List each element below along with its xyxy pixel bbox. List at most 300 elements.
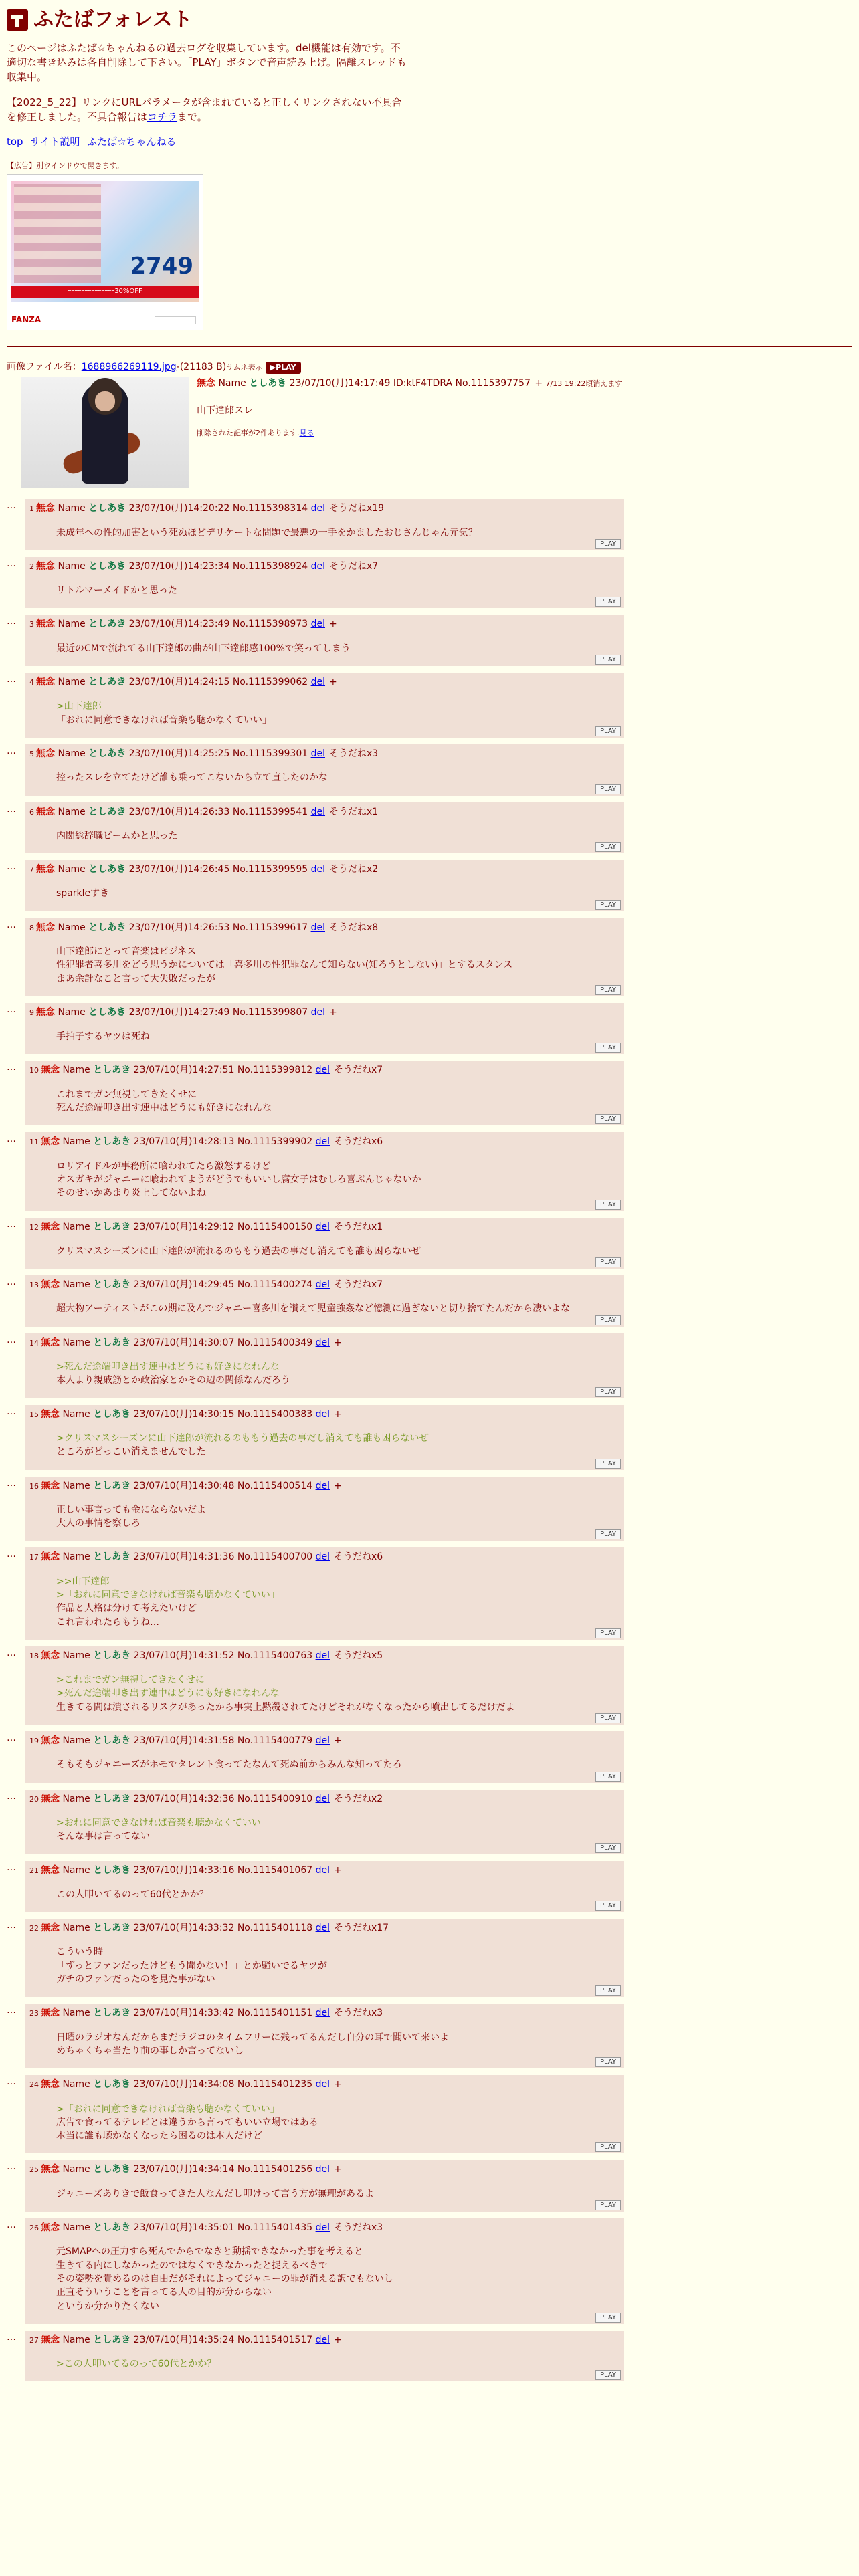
play-button[interactable]: PLAY <box>595 539 621 549</box>
reply-datetime: 23/07/10(月)14:32:36 <box>133 1793 235 1804</box>
reply-post <box>7 860 852 911</box>
reply-body <box>56 584 619 608</box>
soudane-button[interactable]: そうだねx1 <box>328 806 379 817</box>
del-link[interactable]: del <box>315 1065 330 1076</box>
reply-body <box>56 945 619 996</box>
reply-number: 26 <box>29 2224 39 2233</box>
soudane-button[interactable]: そうだねx7 <box>333 1279 383 1291</box>
reply-box <box>25 557 624 609</box>
futaba-logo-icon <box>7 9 28 31</box>
reply-box <box>25 1646 624 1725</box>
reply-marker: … <box>7 1218 16 1230</box>
ad-image[interactable] <box>11 181 199 302</box>
reply-marker: … <box>7 1920 16 1931</box>
reply-marker: … <box>7 1862 16 1873</box>
reply-box <box>25 2218 624 2324</box>
text-line: 最近のCMで流れてる山下達郎の曲が山下達郎感100%で笑ってしまう <box>56 643 351 654</box>
reply-header: 22 無念 Name としあき 23/07/10(月)14:33:32 No.1115401118 del そうだねx17 <box>29 1923 389 1934</box>
text-line: これまでガン無視してきたくせに <box>56 1089 197 1100</box>
ad-number: 2749 <box>130 252 193 280</box>
del-link[interactable]: del <box>315 1408 330 1420</box>
reply-post <box>7 2218 852 2324</box>
play-button[interactable]: PLAY <box>595 1459 621 1469</box>
del-link[interactable]: del <box>315 1650 330 1661</box>
reply-body <box>56 1758 619 1782</box>
quote-line: >死んだ途端叩き出す連中はどうにも好きになれんな <box>56 1362 280 1373</box>
quote-line: >これまでガン無視してきたくせに <box>56 1675 205 1686</box>
reply-post <box>7 1218 852 1269</box>
reply-marker: … <box>7 674 16 685</box>
op-expire: 7/13 19:22頃消えます <box>545 379 623 389</box>
text-line: 性犯罪者喜多川をどう思うかについては「喜多川の性犯罪なんて知らない(知ろうとしない)」とするスタンス <box>56 960 513 971</box>
reply-datetime: 23/07/10(月)14:30:07 <box>133 1337 235 1348</box>
reply-header: 17 無念 Name としあき 23/07/10(月)14:31:36 No.1115400700 del そうだねx6 <box>29 1551 383 1563</box>
reply-datetime: 23/07/10(月)14:30:48 <box>133 1480 235 1491</box>
text-line: 「おれに同意できなければ音楽も聴かなくていい」 <box>56 714 272 726</box>
reply-header: 3 無念 Name としあき 23/07/10(月)14:23:49 No.1115398973 del + <box>29 619 337 630</box>
play-button[interactable]: PLAY <box>595 1114 621 1124</box>
reply-post <box>7 1547 852 1639</box>
text-line: 内閣総辞職ビームかと思った <box>56 830 178 841</box>
text-line: 日曜のラジオなんだからまだラジコのタイムフリーに残ってるんだし自分の耳で聞いて来いよ <box>56 2032 450 2043</box>
reply-number: 2 <box>29 562 34 571</box>
reply-number: 5 <box>29 749 34 758</box>
reply-body <box>56 1030 619 1054</box>
del-link[interactable]: del <box>310 806 325 817</box>
reply-header: 4 無念 Name としあき 23/07/10(月)14:24:15 No.1115399062 del + <box>29 677 337 688</box>
del-link[interactable]: del <box>315 1864 330 1876</box>
reply-number: 21 <box>29 1866 39 1875</box>
op-play-button[interactable]: ▶PLAY <box>266 362 301 374</box>
reply-header: 27 無念 Name としあき 23/07/10(月)14:35:24 No.1115401517 del + <box>29 2334 342 2345</box>
nav-futaba-link[interactable]: ふたば☆ちゃんねる <box>87 136 177 148</box>
reply-no: No.1115400779 <box>237 1735 313 1747</box>
reply-post <box>7 1790 852 1854</box>
reply-post <box>7 1333 852 1398</box>
soudane-button[interactable]: + <box>333 1337 342 1348</box>
reply-marker: … <box>7 558 16 569</box>
play-button[interactable]: PLAY <box>595 985 621 995</box>
play-button[interactable]: PLAY <box>595 1713 621 1723</box>
reply-number: 27 <box>29 2335 39 2345</box>
reply-datetime: 23/07/10(月)14:29:45 <box>133 1279 235 1291</box>
del-link[interactable]: del <box>310 864 325 875</box>
reply-header: 16 無念 Name としあき 23/07/10(月)14:30:48 No.1115400514 del + <box>29 1480 342 1491</box>
text-line: sparkleすき <box>56 888 110 899</box>
soudane-button[interactable]: そうだねx2 <box>333 1793 383 1804</box>
reply-list <box>7 499 852 2381</box>
play-button[interactable]: PLAY <box>595 1985 621 1996</box>
del-link[interactable]: del <box>310 503 325 514</box>
reply-no: No.1115398924 <box>232 560 308 572</box>
soudane-button[interactable]: そうだねx2 <box>328 864 379 875</box>
play-button[interactable]: PLAY <box>595 1901 621 1911</box>
reply-datetime: 23/07/10(月)14:27:49 <box>128 1006 230 1018</box>
reply-no: No.1115398973 <box>232 619 308 630</box>
reply-body <box>56 1888 619 1912</box>
del-link[interactable]: del <box>315 1923 330 1934</box>
reply-datetime: 23/07/10(月)14:27:51 <box>133 1065 235 1076</box>
soudane-button[interactable]: そうだねx6 <box>333 1551 383 1563</box>
reply-datetime: 23/07/10(月)14:34:08 <box>133 2079 235 2090</box>
reply-marker: … <box>7 1004 16 1015</box>
reply-body <box>56 1816 619 1854</box>
text-line: 作品と人格は分けて考えたいけど <box>56 1603 197 1614</box>
text-line: 未成年への性的加害という死ぬほどデリケートな問題で最悪の一手をかましたおじさんじゃん元気？ <box>56 527 478 538</box>
reply-header: 9 無念 Name としあき 23/07/10(月)14:27:49 No.1115399807 del + <box>29 1006 337 1018</box>
reply-post <box>7 2004 852 2068</box>
del-link[interactable]: del <box>315 2334 330 2345</box>
reply-body <box>56 2357 619 2381</box>
op-file-link[interactable]: 1688966269119.jpg <box>81 361 177 372</box>
play-button[interactable]: PLAY <box>595 2057 621 2067</box>
reply-no: No.1115399595 <box>232 864 308 875</box>
play-button[interactable]: PLAY <box>595 900 621 910</box>
reply-box <box>25 860 624 911</box>
reply-body <box>56 2245 619 2323</box>
reply-datetime: 23/07/10(月)14:35:01 <box>133 2222 235 2234</box>
reply-post <box>7 2160 852 2212</box>
play-button[interactable]: PLAY <box>595 1843 621 1853</box>
reply-no: No.1115399807 <box>232 1006 308 1018</box>
del-link[interactable]: del <box>315 1136 330 1148</box>
quote-line: >山下達郎 <box>56 701 102 712</box>
play-button[interactable]: PLAY <box>595 726 621 736</box>
reply-header: 2 無念 Name としあき 23/07/10(月)14:23:34 No.1115398924 del そうだねx7 <box>29 560 379 572</box>
reply-box <box>25 744 624 796</box>
reply-header: 1 無念 Name としあき 23/07/10(月)14:20:22 No.1115398314 del そうだねx19 <box>29 503 385 514</box>
quote-line: >「おれに同意できなければ音楽も聴かなくていい」 <box>56 2103 280 2115</box>
play-button[interactable]: PLAY <box>595 1200 621 1210</box>
quote-line: >死んだ途端叩き出す連中はどうにも好きになれんな <box>56 1688 280 1699</box>
reply-no: No.1115401235 <box>237 2079 313 2090</box>
reply-no: No.1115400150 <box>237 1221 313 1232</box>
del-link[interactable]: del <box>310 677 325 688</box>
reply-post <box>7 1919 852 1997</box>
soudane-button[interactable]: + <box>333 1735 342 1747</box>
del-link[interactable]: del <box>310 1006 325 1018</box>
reply-number: 16 <box>29 1481 39 1491</box>
reply-post <box>7 1646 852 1725</box>
play-button[interactable]: PLAY <box>595 1043 621 1053</box>
reply-body <box>56 1360 619 1398</box>
play-button[interactable]: PLAY <box>595 1315 621 1325</box>
ad-sale-bar: ｰｰｰｰｰｰｰｰｰｰｰｰｰｰ30%OFF <box>11 286 199 298</box>
reply-marker: … <box>7 2005 16 2016</box>
soudane-button[interactable]: そうだねx5 <box>333 1650 383 1661</box>
intro <box>7 41 408 125</box>
op-thumbnail[interactable] <box>21 377 189 488</box>
reply-post <box>7 673 852 738</box>
report-link[interactable]: コチラ <box>147 110 178 123</box>
reply-no: No.1115400700 <box>237 1551 313 1563</box>
del-link[interactable]: del <box>315 1221 330 1232</box>
op-body-text: 山下達郎スレ <box>197 405 253 416</box>
del-link[interactable]: del <box>315 2079 330 2090</box>
reply-no: No.1115401067 <box>237 1864 313 1876</box>
text-line: 本当に誰も聴かなくなったら困るのは本人だけど <box>56 2131 262 2142</box>
reply-marker: … <box>7 1647 16 1658</box>
reply-box <box>25 1003 624 1055</box>
reply-box <box>25 1405 624 1470</box>
reply-header: 19 無念 Name としあき 23/07/10(月)14:31:58 No.1115400779 del + <box>29 1735 342 1747</box>
reply-marker: … <box>7 1477 16 1489</box>
reply-datetime: 23/07/10(月)14:31:52 <box>133 1650 235 1661</box>
play-button[interactable]: PLAY <box>595 2200 621 2210</box>
reply-post <box>7 1003 852 1055</box>
reply-datetime: 23/07/10(月)14:33:32 <box>133 1923 235 1934</box>
reply-no: No.1115399617 <box>232 922 308 933</box>
soudane-button[interactable]: + <box>333 2079 342 2090</box>
reply-datetime: 23/07/10(月)14:31:36 <box>133 1551 235 1563</box>
reply-marker: … <box>7 1277 16 1288</box>
reply-header: 12 無念 Name としあき 23/07/10(月)14:29:12 No.1115400150 del そうだねx1 <box>29 1221 383 1232</box>
intro-text: このページはふたば☆ちゃんねるの過去ログを収集しています。del機能は有効です。不適切な書き込みは各自削除して下さい。「PLAY」ボタンで音声読み上げ。隔離スレッドも収集中。 <box>7 41 407 83</box>
op-plus-button[interactable]: + <box>535 378 543 389</box>
soudane-button[interactable]: そうだねx7 <box>328 560 379 572</box>
reply-header: 24 無念 Name としあき 23/07/10(月)14:34:08 No.1115401235 del + <box>29 2079 342 2090</box>
soudane-button[interactable]: そうだねx3 <box>333 2008 383 2019</box>
reply-number: 6 <box>29 807 34 817</box>
reply-box <box>25 615 624 666</box>
play-button[interactable]: PLAY <box>595 2313 621 2323</box>
reply-box <box>25 918 624 996</box>
reply-header: 21 無念 Name としあき 23/07/10(月)14:33:16 No.1115401067 del + <box>29 1864 342 1876</box>
reply-marker: … <box>7 803 16 815</box>
del-link[interactable]: del <box>310 748 325 759</box>
reply-box <box>25 673 624 738</box>
text-line: 大人の事情を察しろ <box>56 1518 140 1529</box>
text-line: めちゃくちゃ当たり前の事しか言ってないし <box>56 2045 244 2056</box>
reply-box <box>25 2331 624 2382</box>
reply-post <box>7 557 852 609</box>
del-link[interactable]: del <box>310 922 325 933</box>
play-button[interactable]: PLAY <box>595 597 621 607</box>
reply-body <box>56 771 619 795</box>
reply-number: 15 <box>29 1410 39 1419</box>
text-line: というか分かりたくない <box>56 2300 159 2312</box>
text-line: オスガキがジャニーに喰われてようがどうでもいいし腐女子はむしろ喜ぶんじゃないか <box>56 1174 421 1185</box>
del-link[interactable]: del <box>315 1337 330 1348</box>
soudane-button[interactable]: そうだねx3 <box>333 2222 383 2234</box>
reply-no: No.1115399301 <box>232 748 308 759</box>
reply-number: 13 <box>29 1281 39 1290</box>
text-line: まあ余計なこと言って大失敗だったが <box>56 973 215 984</box>
ad-label: 【広告】別ウインドウで開きます。 <box>7 161 124 170</box>
op-file-line: 画像ファイル名：1688966269119.jpg-(21183 B)サムネ表示 ▶PLAY <box>7 360 852 374</box>
text-line: 「ずっとファンだったけどもう聞かない！」とか騒いでるヤツが <box>56 1960 327 1971</box>
reply-datetime: 23/07/10(月)14:34:14 <box>133 2164 235 2175</box>
reply-no: No.1115401435 <box>237 2222 313 2234</box>
soudane-button[interactable]: そうだねx3 <box>328 748 379 759</box>
reply-box <box>25 1218 624 1269</box>
deleted-notice: 削除された記事が2件あります.見る <box>197 428 314 437</box>
reply-box <box>25 2160 624 2212</box>
reply-box <box>25 499 624 550</box>
reply-number: 11 <box>29 1138 39 1147</box>
soudane-button[interactable]: + <box>328 619 337 630</box>
soudane-button[interactable]: そうだねx6 <box>333 1136 383 1148</box>
reply-marker: … <box>7 2220 16 2231</box>
reply-post <box>7 1477 852 1541</box>
thread-separator <box>7 346 852 347</box>
reply-box <box>25 802 624 854</box>
reply-body <box>56 1245 619 1269</box>
text-line: そもそもジャニーズがホモでタレント食ってたなんて死ぬ前からみんな知ってたろ <box>56 1759 402 1771</box>
reply-box <box>25 1861 624 1913</box>
text-line: 元SMAPへの圧力すら死んでからでなきと動揺できなかった事を考えると <box>56 2246 363 2258</box>
del-link[interactable]: del <box>315 2222 330 2234</box>
del-link[interactable]: del <box>315 2164 330 2175</box>
soudane-button[interactable]: そうだねx19 <box>328 503 385 514</box>
quote-line: >おれに同意できなければ音楽も聴かなくていい <box>56 1817 261 1828</box>
reply-header: 6 無念 Name としあき 23/07/10(月)14:26:33 No.1115399541 del そうだねx1 <box>29 806 379 817</box>
del-link[interactable]: del <box>315 1735 330 1747</box>
show-deleted-link[interactable]: 見る <box>299 428 314 437</box>
reply-datetime: 23/07/10(月)14:20:22 <box>128 503 230 514</box>
reply-post <box>7 1061 852 1125</box>
play-button[interactable]: PLAY <box>595 1529 621 1539</box>
text-line: ところがどっこい消えませんでした <box>56 1446 206 1458</box>
del-link[interactable]: del <box>310 560 325 572</box>
reply-no: No.1115401151 <box>237 2008 313 2019</box>
reply-body <box>56 829 619 853</box>
reply-no: No.1115400383 <box>237 1408 313 1420</box>
ad-controls[interactable] <box>155 316 196 324</box>
soudane-button[interactable]: + <box>333 1480 342 1491</box>
reply-post <box>7 615 852 666</box>
reply-box <box>25 1919 624 1997</box>
reply-marker: … <box>7 1334 16 1346</box>
reply-body <box>56 1432 619 1470</box>
reply-post <box>7 1275 852 1327</box>
reply-no: No.1115400514 <box>237 1480 313 1491</box>
reply-body <box>56 526 619 550</box>
reply-no: No.1115400910 <box>237 1793 313 1804</box>
text-line: ガチのファンだったのを見た事がない <box>56 1974 215 1985</box>
reply-header: 10 無念 Name としあき 23/07/10(月)14:27:51 No.1115399812 del そうだねx7 <box>29 1065 383 1076</box>
reply-marker: … <box>7 2161 16 2173</box>
reply-number: 7 <box>29 865 34 875</box>
soudane-button[interactable]: + <box>328 677 337 688</box>
play-button[interactable]: PLAY <box>595 784 621 794</box>
reply-datetime: 23/07/10(月)14:35:24 <box>133 2334 235 2345</box>
play-button[interactable]: PLAY <box>595 1628 621 1638</box>
del-link[interactable]: del <box>315 2008 330 2019</box>
reply-datetime: 23/07/10(月)14:26:53 <box>128 922 230 933</box>
play-button[interactable]: PLAY <box>595 842 621 852</box>
ad-brand: FANZA <box>11 314 41 324</box>
reply-box <box>25 1132 624 1210</box>
reply-marker: … <box>7 2076 16 2088</box>
reply-datetime: 23/07/10(月)14:23:34 <box>128 560 230 572</box>
reply-header: 14 無念 Name としあき 23/07/10(月)14:30:07 No.1115400349 del + <box>29 1337 342 1348</box>
soudane-button[interactable]: + <box>328 1006 337 1018</box>
soudane-button[interactable]: そうだねx8 <box>328 922 379 933</box>
reply-body <box>56 2187 619 2212</box>
reply-box <box>25 2075 624 2153</box>
text-line: この人叩いてるのって60代とかか？ <box>56 1889 209 1900</box>
play-button[interactable]: PLAY <box>595 655 621 665</box>
reply-header: 23 無念 Name としあき 23/07/10(月)14:33:42 No.1115401151 del そうだねx3 <box>29 2008 383 2019</box>
soudane-button[interactable]: そうだねx1 <box>333 1221 383 1232</box>
reply-body <box>56 1575 619 1640</box>
play-button[interactable]: PLAY <box>595 1257 621 1267</box>
del-link[interactable]: del <box>315 1551 330 1563</box>
reply-header: 26 無念 Name としあき 23/07/10(月)14:35:01 No.1115401435 del そうだねx3 <box>29 2222 383 2234</box>
del-link[interactable]: del <box>315 1279 330 1291</box>
reply-number: 9 <box>29 1008 34 1017</box>
reply-no: No.1115400763 <box>237 1650 313 1661</box>
reply-body <box>56 1945 619 1997</box>
reply-box <box>25 1061 624 1125</box>
soudane-button[interactable]: + <box>333 1864 342 1876</box>
reply-header: 20 無念 Name としあき 23/07/10(月)14:32:36 No.1115400910 del そうだねx2 <box>29 1793 383 1804</box>
play-button[interactable]: PLAY <box>595 1772 621 1782</box>
reply-no: No.1115400349 <box>237 1337 313 1348</box>
text-line: 超大物アーティストがこの期に及んでジャニー喜多川を讃えて児童強姦など憶測に過ぎないと切り捨てたんだから凄いよな <box>56 1303 571 1315</box>
reply-post <box>7 744 852 796</box>
del-link[interactable]: del <box>315 1793 330 1804</box>
reply-no: No.1115399062 <box>232 677 308 688</box>
soudane-button[interactable]: + <box>333 2164 342 2175</box>
reply-marker: … <box>7 1733 16 1744</box>
reply-marker: … <box>7 500 16 512</box>
reply-number: 25 <box>29 2165 39 2175</box>
reply-number: 17 <box>29 1553 39 1562</box>
text-line: 生きてる内にしなかったのではなくできなかったと捉えるべきで <box>56 2260 328 2271</box>
ad-banner[interactable] <box>7 174 203 330</box>
play-button[interactable]: PLAY <box>595 2142 621 2152</box>
reply-body <box>56 2031 619 2069</box>
nav-about-link[interactable]: サイト説明 <box>30 136 80 148</box>
op-post <box>7 377 852 488</box>
reply-header: 5 無念 Name としあき 23/07/10(月)14:25:25 No.1115399301 del そうだねx3 <box>29 748 379 759</box>
text-line: そんな事は言ってない <box>56 1831 150 1842</box>
reply-box <box>25 1731 624 1783</box>
reply-datetime: 23/07/10(月)14:26:33 <box>128 806 230 817</box>
soudane-button[interactable]: そうだねx17 <box>333 1923 389 1934</box>
play-button[interactable]: PLAY <box>595 1387 621 1397</box>
reply-body <box>56 1088 619 1126</box>
reply-number: 24 <box>29 2080 39 2090</box>
nav-top-link[interactable]: top <box>7 136 23 148</box>
reply-no: No.1115401256 <box>237 2164 313 2175</box>
del-link[interactable]: del <box>315 1480 330 1491</box>
reply-body <box>56 1302 619 1326</box>
reply-marker: … <box>7 861 16 873</box>
reply-no: No.1115398314 <box>232 503 308 514</box>
soudane-button[interactable]: + <box>333 2334 342 2345</box>
reply-number: 20 <box>29 1794 39 1804</box>
reply-header: 7 無念 Name としあき 23/07/10(月)14:26:45 No.1115399595 del そうだねx2 <box>29 864 379 875</box>
reply-number: 19 <box>29 1737 39 1746</box>
quote-line: >>山下達郎 <box>56 1576 110 1587</box>
reply-number: 4 <box>29 678 34 687</box>
reply-datetime: 23/07/10(月)14:26:45 <box>128 864 230 875</box>
quote-line: >クリスマスシーズンに山下達郎が流れるのももう過去の事だし消えても誰も困らないぜ <box>56 1432 429 1444</box>
reply-body <box>56 700 619 738</box>
quote-line: >「おれに同意できなければ音楽も聴かなくていい」 <box>56 1590 280 1600</box>
play-button[interactable]: PLAY <box>595 2370 621 2380</box>
soudane-button[interactable]: そうだねx7 <box>333 1065 383 1076</box>
soudane-button[interactable]: + <box>333 1408 342 1420</box>
text-line: その姿勢を貴めるのは自由だがそれによってジャニーの罪が消える訳でもないし <box>56 2273 393 2284</box>
del-link[interactable]: del <box>310 619 325 630</box>
reply-body <box>56 642 619 666</box>
reply-box <box>25 1275 624 1327</box>
reply-datetime: 23/07/10(月)14:33:16 <box>133 1864 235 1876</box>
